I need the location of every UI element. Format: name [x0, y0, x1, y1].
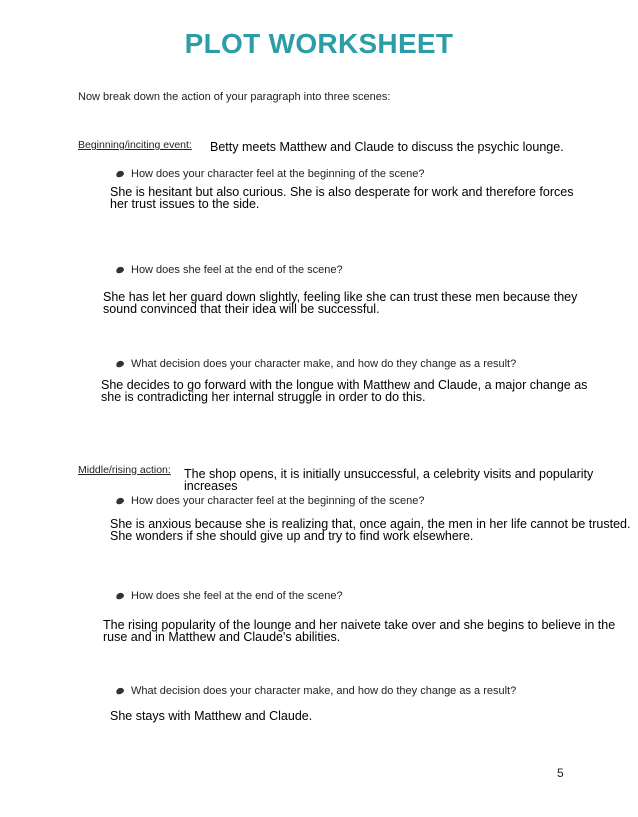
beginning-summary: Betty meets Matthew and Claude to discuss the psychic lounge. — [210, 140, 564, 154]
answer-text — [110, 518, 630, 542]
summary-line: The shop opens, it is initially unsuccessful, a celebrity visits and popularity — [184, 467, 594, 481]
answer-line: sound convinced that their idea will be successful. — [103, 302, 380, 316]
beginning-label: Beginning/inciting event: — [78, 139, 192, 151]
answer-line: She decides to go forward with the longue with Matthew and Claude, a major change as — [101, 378, 588, 392]
bullet-icon — [115, 266, 125, 275]
question-item — [116, 264, 343, 276]
question-item — [116, 168, 425, 180]
page-number: 5 — [557, 766, 564, 780]
middle-label: Middle/rising action: — [78, 464, 171, 476]
question-text: How does she feel at the end of the scene? — [131, 590, 343, 602]
answer-text — [110, 186, 573, 210]
bullet-icon — [115, 497, 125, 506]
answer-line: her trust issues to the side. — [110, 197, 260, 211]
summary-line: increases — [184, 479, 238, 493]
answer-line: She is hesitant but also curious. She is also desperate for work and therefore forces — [110, 185, 574, 199]
bullet-icon — [115, 687, 125, 696]
question-item — [116, 495, 425, 507]
answer-text — [103, 291, 577, 315]
answer-line: She is anxious because she is realizing that, once again, the men in her life cannot be trusted. — [110, 517, 631, 531]
answer-line: She stays with Matthew and Claude. — [110, 709, 313, 723]
intro-text: Now break down the action of your paragraph into three scenes: — [78, 91, 391, 103]
bullet-icon — [115, 360, 125, 369]
page-title: PLOT WORKSHEET — [184, 28, 454, 59]
answer-line: She wonders if she should give up and try to find work elsewhere. — [110, 529, 474, 543]
answer-line: The rising popularity of the lounge and her naivete take over and she begins to believe in the — [103, 618, 616, 632]
bullet-icon — [115, 170, 125, 179]
question-text: What decision does your character make, and how do they change as a result? — [131, 358, 517, 370]
answer-line: ruse and in Matthew and Claude's abilities. — [103, 630, 341, 644]
question-item — [116, 590, 343, 602]
question-item — [116, 685, 516, 697]
answer-line: She has let her guard down slightly, feeling like she can trust these men because they — [103, 290, 578, 304]
answer-text — [101, 379, 587, 403]
question-text: How does your character feel at the beginning of the scene? — [131, 168, 425, 180]
middle-summary — [184, 468, 593, 492]
answer-text — [110, 710, 312, 722]
question-text: What decision does your character make, and how do they change as a result? — [131, 685, 517, 697]
answer-text — [103, 619, 615, 643]
question-text: How does she feel at the end of the scene? — [131, 264, 343, 276]
question-item — [116, 358, 516, 370]
answer-line: she is contradicting her internal struggle in order to do this. — [101, 390, 426, 404]
bullet-icon — [115, 592, 125, 601]
question-text: How does your character feel at the beginning of the scene? — [131, 495, 425, 507]
